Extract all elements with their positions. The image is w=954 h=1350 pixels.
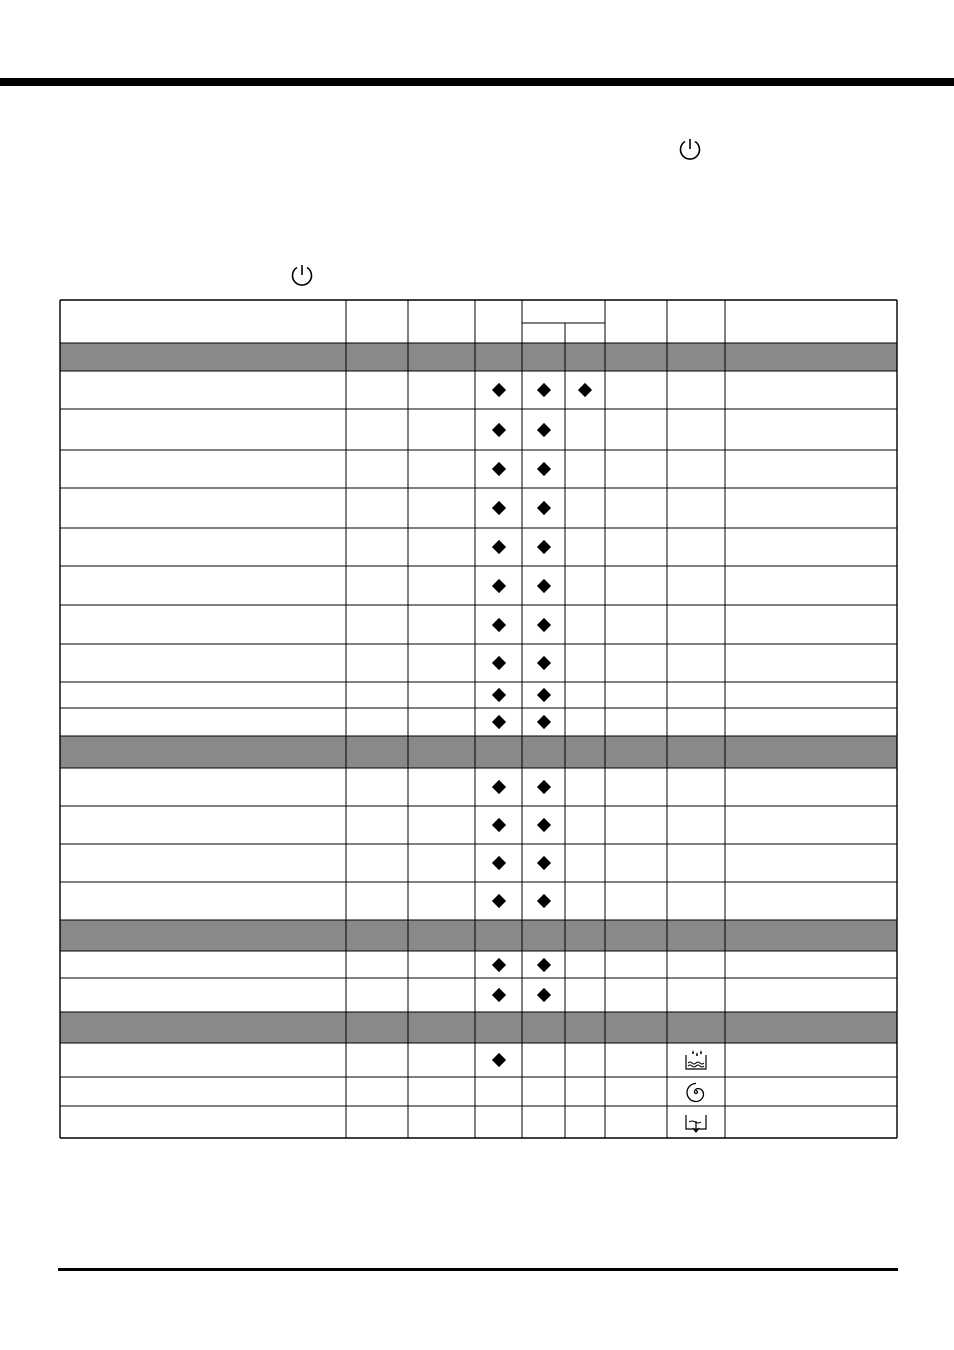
bottom-rule xyxy=(58,1268,898,1271)
section-header-row xyxy=(60,736,897,768)
rinse-icon xyxy=(683,1047,709,1073)
section-header-row xyxy=(60,920,897,951)
section-header-row xyxy=(60,343,897,371)
drain-icon xyxy=(683,1109,709,1135)
section-header-row xyxy=(60,1012,897,1043)
spin-icon xyxy=(683,1079,709,1105)
